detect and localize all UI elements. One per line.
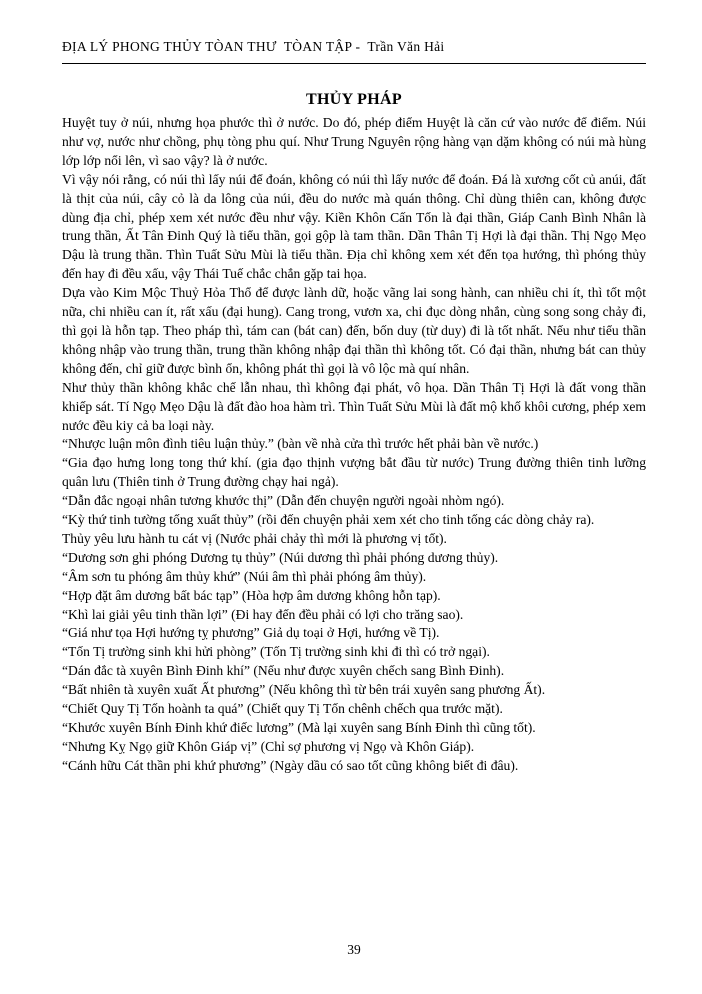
paragraph: “Nhưng Kỵ Ngọ giữ Khôn Giáp vị” (Chỉ sợ phương vị Ngọ và Khôn Giáp). — [62, 738, 475, 754]
paragraph: “Gia đạo hưng long tong thứ khí. (gia đạo thịnh vượng bắt đầu từ nước) Trung đường thiên tinh lưỡng quân lưu (Thiên tinh ở Trung đường chạy hai ngả). — [62, 455, 646, 490]
paragraph: “Âm sơn tu phóng âm thủy khứ” (Núi âm thì phải phóng âm thủy). — [62, 568, 427, 584]
paragraph: “Hợp đặt âm dương bất bác tạp” (Hòa hợp âm dương không hỗn tạp). — [62, 587, 441, 603]
paragraph: “Khì lai giải yêu tinh thần lợi” (Đi hay đến đều phải có lợi cho trăng sao). — [62, 606, 464, 622]
paragraph: Vì vậy nói rằng, có núi thì lấy núi để đoán, không có núi thì lấy nước để đoán. Đá là xương cốt củ anúi, đất là thịt của núi, cây cỏ là da lông của núi, đều do nước mà quán thông. Chỉ dùng thiên can, không được dùng địa chỉ, phép xem xét nước đều như vậy. Kiền Khôn Cấn Tốn là đại thần, Giáp Canh Bình Nhân là trung thần, Ất Tân Đinh Quý là tiểu thần, gọi gộp là tam thần. Dần Thân Tị Hợi là đại thần. Thị Ngọ Mẹo Dậu là trung thần. Thìn Tuất Sửu Mùi là tiểu thần. Địa chỉ không xem xét đến tọa hướng, thì phóng thủy đến hay đi đều xấu, vậy Thái Tuế chắc chắn gặp tai họa. — [62, 171, 646, 282]
header-divider — [62, 63, 646, 64]
paragraph: “Nhược luận môn đình tiêu luận thủy.” (bàn về nhà cửa thì trước hết phải bàn về nước.) — [62, 436, 539, 452]
paragraph: Như thủy thần không khắc chế lẫn nhau, thì không đại phát, vô họa. Dần Thân Tị Hợi là đất vong thần khiếp sát. Tí Ngọ Mẹo Dậu là đất đào hoa hàm trì. Thìn Tuất Sửu Mùi là đất mộ khố khôi cương, phép xem nước đều kiy cả ba loại này. — [62, 379, 646, 433]
page-number: 39 — [347, 942, 361, 957]
running-header: ĐỊA LÝ PHONG THỦY TÒAN THƯ TÒAN TẬP - Trần Văn Hải — [62, 39, 445, 54]
paragraph: “Giá như tọa Hợi hướng tỵ phương” Giả dụ toại ở Hợi, hướng về Tị). — [62, 625, 440, 641]
paragraph: “Dương sơn ghi phóng Dương tụ thủy” (Núi dương thì phải phóng dương thủy). — [62, 549, 499, 565]
paragraph: Thủy yêu lưu hành tu cát vị (Nước phải chảy thì mới là phương vị tốt). — [62, 530, 447, 546]
paragraph: “Tốn Tị trường sinh khi hửi phòng” (Tốn Tị trường sinh khi đi thì có trở ngại). — [62, 644, 490, 660]
paragraph: “Chiết Quy Tị Tốn hoành ta quá” (Chiết quy Tị Tốn chênh chếch qua trước mặt). — [62, 701, 503, 717]
paragraph: Huyệt tuy ở núi, nhưng họa phước thì ở nước. Do đó, phép điểm Huyệt là căn cứ vào nước để điểm. Núi như vợ, nước như chồng, phụ tòng phu quí. Như Trung Nguyên rộng hàng vạn dặm không có núi mà hùng lớp lớp nổi lên, vì sao vậy? là ở nước. — [62, 115, 646, 168]
body-text — [62, 114, 646, 776]
paragraph: “Kỳ thứ tinh tường tống xuất thủy” (rồi đến chuyện phải xem xét cho tinh tống các dòng chảy ra). — [62, 512, 595, 528]
paragraph: “Dẫn đắc ngoại nhân tương khước thị” (Dẫn đến chuyện người ngoài nhòm ngó). — [62, 493, 505, 509]
section-title: THỦY PHÁP — [306, 91, 402, 108]
paragraph: “Cánh hữu Cát thần phi khứ phương” (Ngày dầu có sao tốt cũng không biết đi đâu). — [62, 757, 519, 773]
paragraph: “Dán đắc tà xuyên Bình Đinh khí” (Nếu như được xuyên chếch sang Bình Đinh). — [62, 663, 505, 679]
paragraph: “Khước xuyên Bính Đinh khứ điếc lương” (Mà lại xuyên sang Bính Đinh thì cũng tốt). — [62, 720, 536, 735]
paragraph: Dựa vào Kim Mộc Thuỷ Hỏa Thổ để được lành dữ, hoặc vãng lai song hành, can nhiều chi ít, thì tốt một nữa, chi nhiều can ít, rất xấu (đại hung). Cang trong, vươn xa, chi đục dòng nhắn, cùng song song chảy đi, thì gọi là hỗn tạp. Theo pháp thì, tám can (bát can) đến, bốn duy (từ duy) đi là tốt nhất. Nếu như tiểu thần không nhập vào trung thần, trung thần không nhập đại thần thì không tốt. Có đại thần, nhưng bát can thủy không đến, chỉ giữ được bình ổn, không phát thì gọi là vô lộc mà quí nhân. — [62, 285, 646, 376]
paragraph: “Bất nhiên tà xuyên xuất Ất phương” (Nếu không thì từ bên trái xuyên sang phương Ất). — [62, 682, 546, 698]
